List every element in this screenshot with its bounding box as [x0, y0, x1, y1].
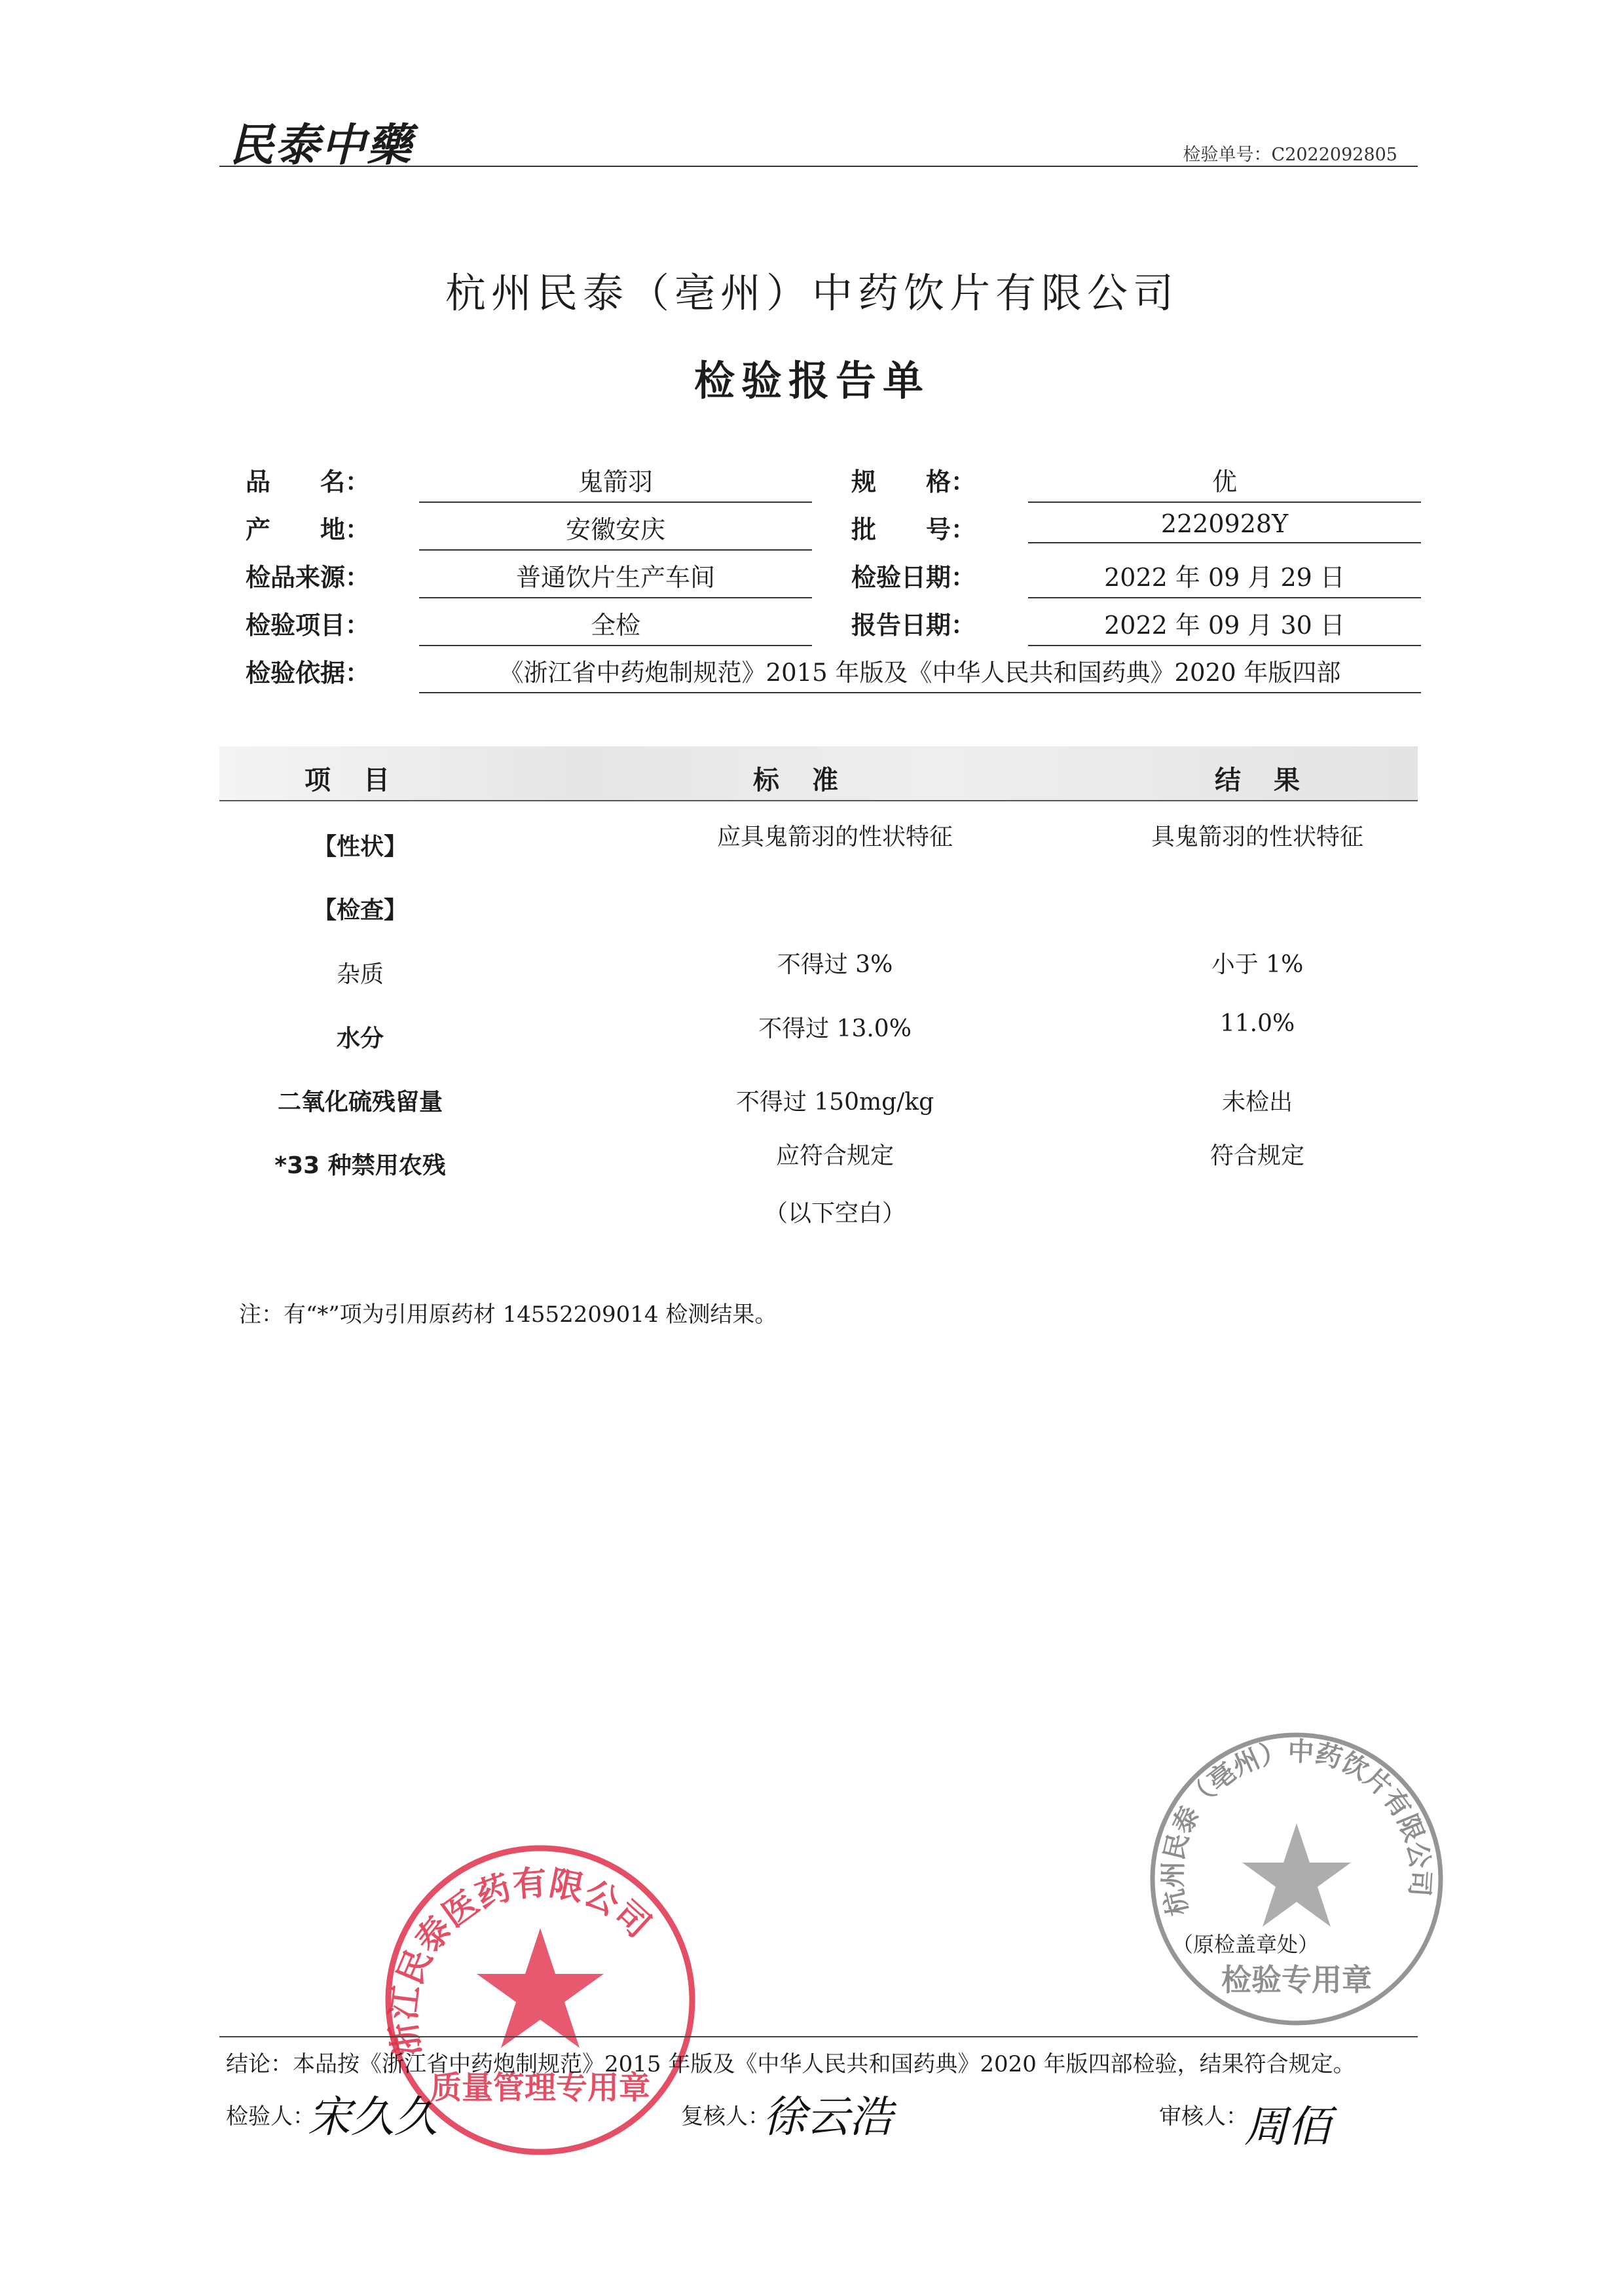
header-standard: 标准: [753, 765, 871, 795]
svg-text:杭州民泰（亳州）中药饮片有限公司: 杭州民泰（亳州）中药饮片有限公司: [1158, 1736, 1435, 1919]
svg-text:质量管理专用章: 质量管理专用章: [430, 2069, 651, 2106]
table-row-item: 水分: [336, 1025, 384, 1052]
company-title: 杭州民泰（亳州）中药饮片有限公司: [445, 269, 1179, 317]
test-date-label: 检验日期：: [851, 563, 976, 592]
batch-value: 2220928Y: [1028, 509, 1421, 543]
header-result: 结果: [1215, 765, 1333, 795]
table-row-item: 【性状】: [312, 833, 407, 860]
origin-label: 产 地：: [246, 515, 371, 544]
table-row-item: 杂质: [336, 961, 384, 988]
stamp-caption: （原检盖章处）: [1172, 1932, 1320, 1957]
inspection-stamp: [1143, 1725, 1450, 2033]
conclusion: 结论：本品按《浙江省中药炮制规范》2015 年版及《中华人民共和国药典》2020 年版四部检验，结果符合规定。: [226, 2051, 1356, 2077]
inspector-signature: 宋久久: [308, 2092, 437, 2142]
report-title: 检验报告单: [693, 357, 930, 405]
table-row-result: 11.0%: [1219, 1010, 1295, 1037]
table-row-item: 【检查】: [312, 897, 407, 924]
reviewer-label: 复核人：: [681, 2104, 770, 2130]
header-divider: [219, 166, 1418, 167]
spec-value: 优: [1028, 462, 1421, 503]
document-number: 检验单号：C2022092805: [1183, 145, 1397, 165]
name-value: 鬼箭羽: [419, 462, 812, 503]
table-row-result: 小于 1%: [1211, 951, 1304, 978]
table-row-item: *33 种禁用农残: [274, 1152, 446, 1179]
report-date-label: 报告日期：: [851, 611, 976, 640]
basis-value: 《浙江省中药炮制规范》2015 年版及《中华人民共和国药典》2020 年版四部: [419, 653, 1421, 693]
table-header-divider: [219, 800, 1418, 801]
approver-signature: 周佰: [1244, 2102, 1331, 2152]
table-row-standard: 不得过 13.0%: [758, 1015, 912, 1042]
svg-text:浙江民泰医药有限公司: 浙江民泰医药有限公司: [384, 1863, 658, 2060]
test-item-label: 检验项目：: [246, 611, 371, 640]
table-row-item: 二氧化硫残留量: [277, 1089, 443, 1116]
table-row-standard: 应符合规定: [775, 1142, 894, 1169]
reviewer-signature: 徐云浩: [763, 2092, 893, 2142]
inspector-label: 检验人：: [226, 2104, 315, 2130]
table-row-standard: 应具鬼箭羽的性状特征: [716, 824, 953, 850]
basis-label: 检验依据：: [246, 659, 371, 687]
test-date-value: 2022 年 09 月 29 日: [1028, 557, 1421, 598]
table-row-standard: 不得过 3%: [777, 951, 893, 978]
footer-divider: [219, 2036, 1418, 2037]
test-item-value: 全检: [419, 605, 812, 646]
table-row-result: 具鬼箭羽的性状特征: [1151, 824, 1363, 850]
approver-label: 审核人：: [1159, 2104, 1248, 2130]
report-date-value: 2022 年 09 月 30 日: [1028, 605, 1421, 646]
header-item: 项目: [304, 765, 422, 795]
table-row-standard: 不得过 150mg/kg: [735, 1089, 934, 1116]
name-label: 品 名：: [246, 467, 371, 496]
batch-label: 批 号：: [851, 515, 976, 544]
origin-value: 安徽安庆: [419, 509, 812, 551]
source-label: 检品来源：: [246, 563, 371, 592]
spec-label: 规 格：: [851, 467, 976, 496]
company-logo: 民泰中藥: [229, 119, 413, 172]
table-row-result: 未检出: [1221, 1089, 1293, 1116]
svg-text:检验专用章: 检验专用章: [1221, 1962, 1372, 1997]
table-row-result: 符合规定: [1209, 1142, 1304, 1169]
footnote: 注：有“*”项为引用原药材 14552209014 检测结果。: [239, 1302, 777, 1328]
source-value: 普通饮片生产车间: [419, 557, 812, 598]
blank-note: （以下空白）: [764, 1200, 906, 1227]
